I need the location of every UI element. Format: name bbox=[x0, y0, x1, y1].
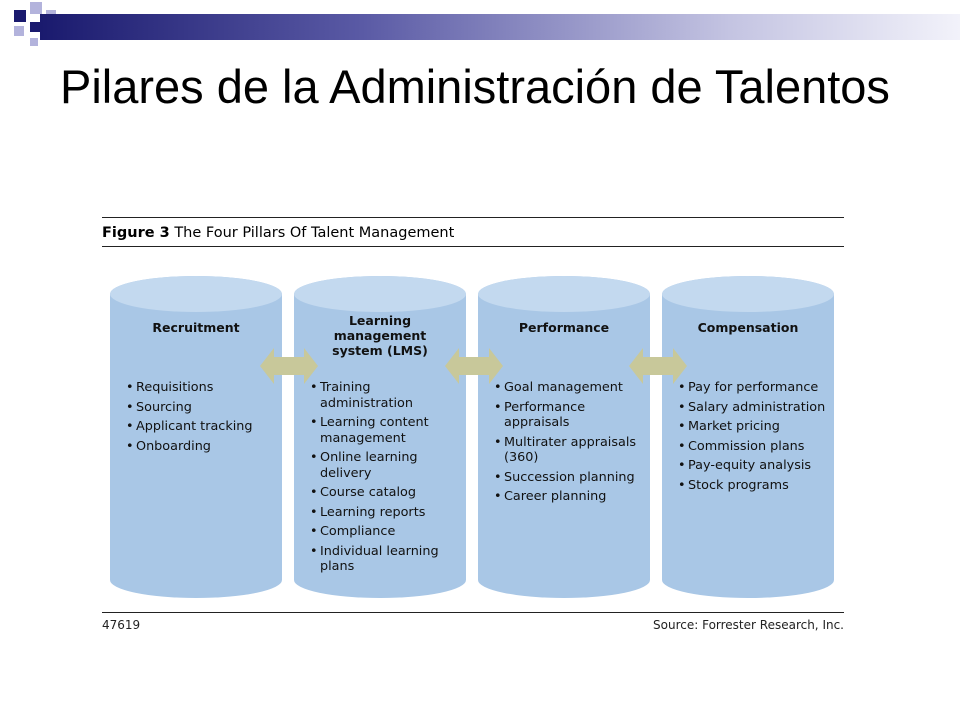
pillar-top bbox=[662, 276, 834, 312]
list-item: • Succession planning bbox=[494, 470, 644, 486]
list-item: • Salary administration bbox=[678, 400, 828, 416]
pillar-lms bbox=[294, 276, 466, 598]
list-item: • Career planning bbox=[494, 489, 644, 505]
figure-id: 47619 bbox=[102, 618, 141, 632]
pillar-recruitment bbox=[110, 276, 282, 598]
figure-caption bbox=[102, 225, 454, 241]
list-item: • Compliance bbox=[310, 524, 460, 540]
list-item: • Multirater appraisals (360) bbox=[494, 435, 644, 466]
list-item: • Individual learning plans bbox=[310, 544, 460, 575]
list-item: • Course catalog bbox=[310, 485, 460, 501]
list-item: • Market pricing bbox=[678, 419, 828, 435]
list-item: • Onboarding bbox=[126, 439, 276, 455]
pillar-item-list bbox=[494, 380, 644, 509]
header-gradient-bar bbox=[40, 14, 960, 40]
double-arrow-icon bbox=[260, 348, 318, 384]
list-item: • Learning content management bbox=[310, 415, 460, 446]
pillar-compensation bbox=[662, 276, 834, 598]
decor-square bbox=[14, 10, 26, 22]
list-item: • Requisitions bbox=[126, 380, 276, 396]
slide-title: Pilares de la Administración de Talentos bbox=[60, 60, 890, 113]
pillar-item-list bbox=[678, 380, 828, 497]
caption-rule bbox=[102, 246, 844, 247]
decor-square bbox=[14, 26, 24, 36]
pillar-top bbox=[294, 276, 466, 312]
list-item: • Stock programs bbox=[678, 478, 828, 494]
pillar-performance bbox=[478, 276, 650, 598]
pillar-title: Performance bbox=[518, 320, 610, 335]
figure bbox=[102, 216, 844, 636]
pillar-title: Learning management system (LMS) bbox=[332, 313, 428, 358]
list-item: • Pay-equity analysis bbox=[678, 458, 828, 474]
list-item: • Sourcing bbox=[126, 400, 276, 416]
list-item: • Online learning delivery bbox=[310, 450, 460, 481]
pillar-top bbox=[478, 276, 650, 312]
double-arrow-icon bbox=[445, 348, 503, 384]
pillar-item-list bbox=[310, 380, 460, 579]
pillar-top bbox=[110, 276, 282, 312]
figure-caption-text: The Four Pillars Of Talent Management bbox=[174, 225, 455, 241]
bottom-rule bbox=[102, 612, 844, 613]
list-item: • Applicant tracking bbox=[126, 419, 276, 435]
decor-square bbox=[30, 22, 40, 32]
double-arrow-icon bbox=[629, 348, 687, 384]
decor-square bbox=[30, 38, 38, 46]
list-item: • Goal management bbox=[494, 380, 644, 396]
list-item: • Training administration bbox=[310, 380, 460, 411]
pillar-title: Compensation bbox=[697, 320, 799, 335]
figure-number: Figure 3 bbox=[102, 225, 170, 241]
list-item: • Performance appraisals bbox=[494, 400, 644, 431]
list-item: • Commission plans bbox=[678, 439, 828, 455]
decor-square bbox=[30, 2, 42, 14]
pillar-item-list bbox=[126, 380, 276, 458]
figure-source: Source: Forrester Research, Inc. bbox=[653, 618, 844, 632]
pillar-title: Recruitment bbox=[152, 320, 240, 335]
list-item: • Pay for performance bbox=[678, 380, 828, 396]
top-rule bbox=[102, 217, 844, 218]
list-item: • Learning reports bbox=[310, 505, 460, 521]
